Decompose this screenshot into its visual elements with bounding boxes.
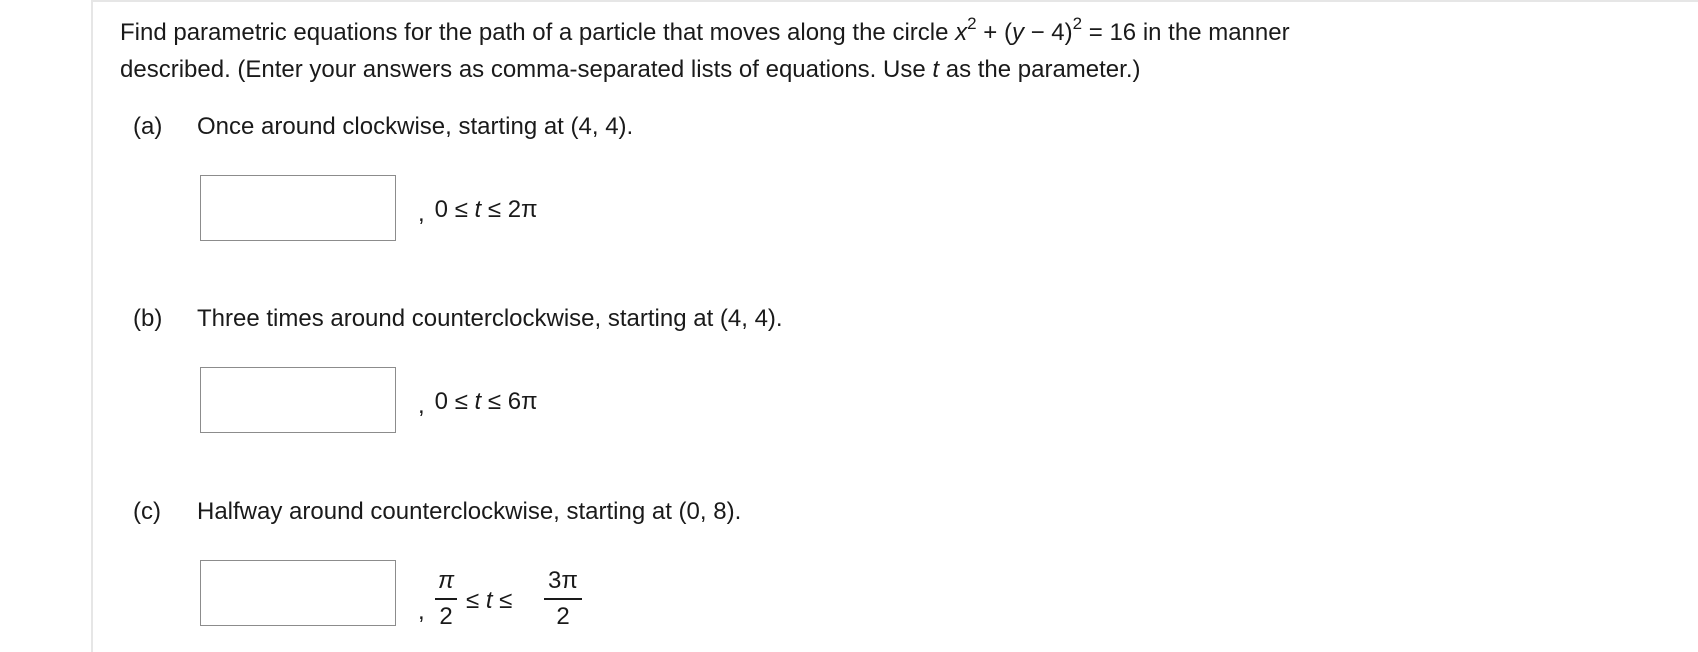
part-c-label: (c) (133, 498, 161, 525)
part-a-prompt (133, 112, 633, 142)
math-x: x (955, 19, 968, 46)
math-y: y (1011, 19, 1024, 46)
fraction-bar (435, 598, 457, 600)
part-a-text: Once around clockwise, starting at (4, 4). (197, 113, 634, 140)
middle-inequality: ≤ t ≤ (466, 587, 513, 614)
panel-top-border (91, 0, 1698, 2)
upper-bound-fraction: 3π 2 (544, 566, 582, 632)
part-b-text: Three times around counterclockwise, starting at (4, 4). (197, 305, 783, 332)
part-a-label: (a) (133, 113, 163, 140)
part-c-prompt (133, 497, 741, 527)
fraction-bar (544, 598, 582, 600)
part-a-interval: , 0 ≤ t ≤ 2π (418, 196, 538, 227)
part-b-prompt (133, 304, 783, 334)
part-c-text: Halfway around counterclockwise, starting at (0, 8). (197, 498, 742, 525)
exponent-2: 2 (1072, 14, 1083, 33)
question-panel: Find parametric equations for the path of a particle that moves along the circle $x^2 + (y - 4)^2 = 16$ in the manner described. (Enter your answers as comma-separated lists of equations. Use t as the parameter.) (a) Once around clockwise, starting at (4, 4). , 0 ≤ t ≤ 2π (b) Three times around counterclockwise, starting at (4, 4). , 0 ≤ t ≤ 6π (c) Halfway around counterclockwise, starting at (0, 8). , π 2 ≤ t ≤ 3π 2 (120, 14, 1680, 88)
math-t: t (932, 56, 940, 83)
part-b-interval: , 0 ≤ t ≤ 6π (418, 388, 538, 419)
part-c-answer-input[interactable] (200, 560, 396, 626)
lower-bound-fraction: π 2 (435, 566, 457, 632)
part-a-answer-input[interactable] (200, 175, 396, 241)
panel-left-border (91, 0, 93, 652)
part-b-label: (b) (133, 305, 163, 332)
question-text: Find parametric equations for the path of a particle that moves along the circle $x^2 + (y - 4)^2 = 16$ in the manner described. (Enter your answers as comma-separated lists of equations. Use t as the parameter.) (120, 14, 1290, 83)
exponent-1: 2 (967, 14, 977, 33)
part-b-answer-input[interactable] (200, 367, 396, 433)
